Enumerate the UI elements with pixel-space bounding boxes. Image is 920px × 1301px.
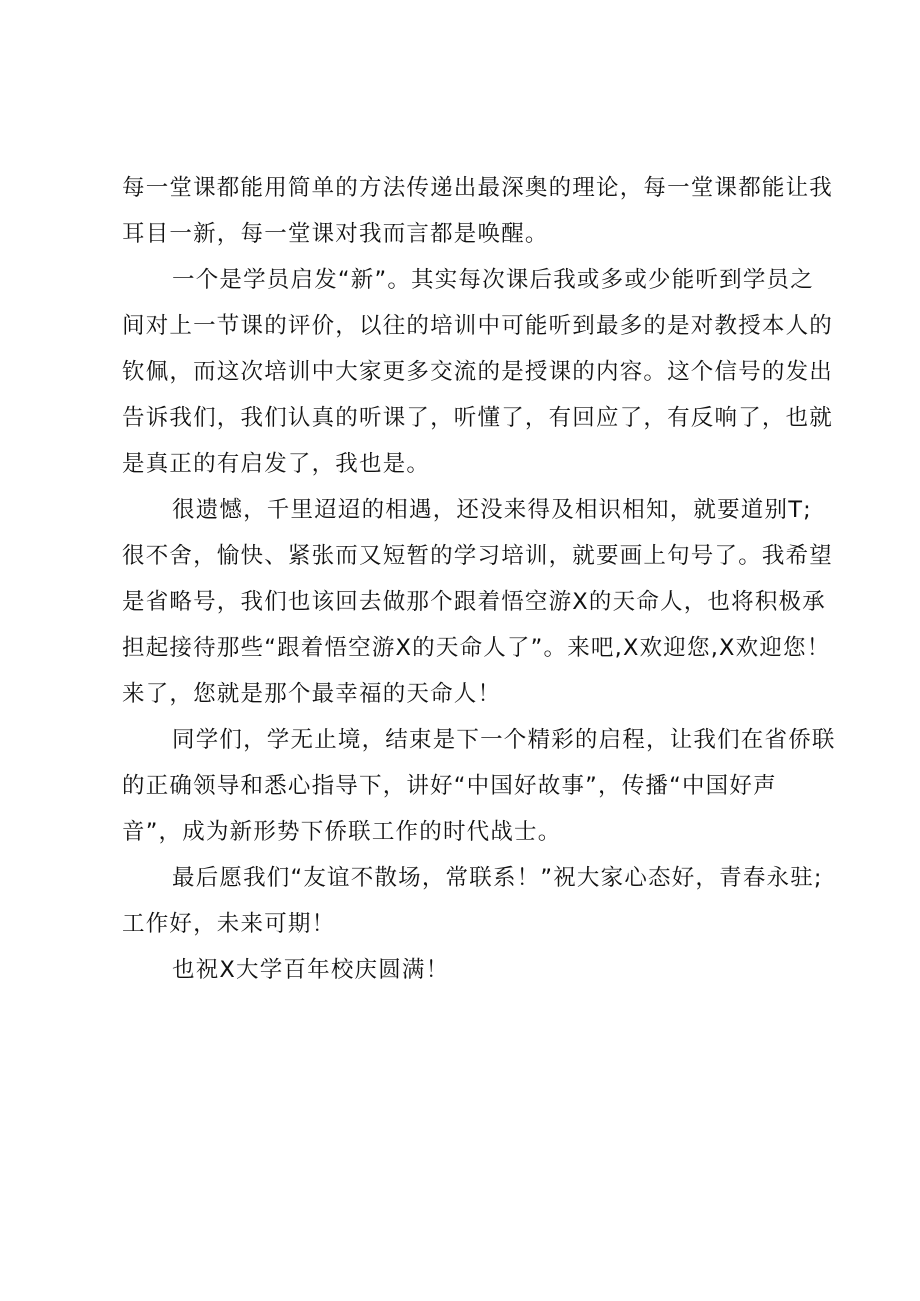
- text-line: 担起接待那些“跟着悟空游X的天命人了”。来吧,X欢迎您,X欢迎您！: [122, 635, 831, 661]
- text-line: 告诉我们，我们认真的听课了，听懂了，有回应了，有反响了，也就: [122, 405, 834, 431]
- paragraph-start-line: 很遗憾，千里迢迢的相遇，还没来得及相识相知，就要道别T;: [172, 497, 812, 523]
- paragraph-start-line: 一个是学员启发“新”。其实每次课后我或多或少能听到学员之: [172, 267, 814, 293]
- text-line: 耳目一新，每一堂课对我而言都是唤醒。: [122, 221, 549, 247]
- text-line: 音”，成为新形势下侨联工作的时代战士。: [122, 819, 562, 845]
- text-line: 的正确领导和悉心指导下，讲好“中国好故事”，传播“中国好声: [122, 773, 777, 799]
- text-line: 来了，您就是那个最幸福的天命人！: [122, 681, 502, 707]
- paragraph-start-line: 同学们，学无止境，结束是下一个精彩的启程，让我们在省侨联: [172, 727, 836, 753]
- text-line: 工作好，未来可期！: [122, 911, 336, 937]
- document-body: [122, 165, 836, 993]
- text-line: 是省略号，我们也该回去做那个跟着悟空游X的天命人，也将积极承: [122, 589, 826, 615]
- text-line: 很不舍，愉快、紧张而又短暂的学习培训，就要画上句号了。我希望: [122, 543, 834, 569]
- paragraph-start-line: 最后愿我们“友谊不散场，常联系！”祝大家心态好，青春永驻;: [172, 865, 823, 891]
- text-line: 每一堂课都能用简单的方法传递出最深奥的理论，每一堂课都能让我: [122, 175, 834, 201]
- text-line: 是真正的有启发了，我也是。: [122, 451, 431, 477]
- paragraph-start-line: 也祝X大学百年校庆圆满！: [172, 957, 450, 983]
- text-line: 钦佩，而这次培训中大家更多交流的是授课的内容。这个信号的发出: [122, 359, 834, 385]
- text-line: 间对上一节课的评价，以往的培训中可能听到最多的是对教授本人的: [122, 313, 834, 339]
